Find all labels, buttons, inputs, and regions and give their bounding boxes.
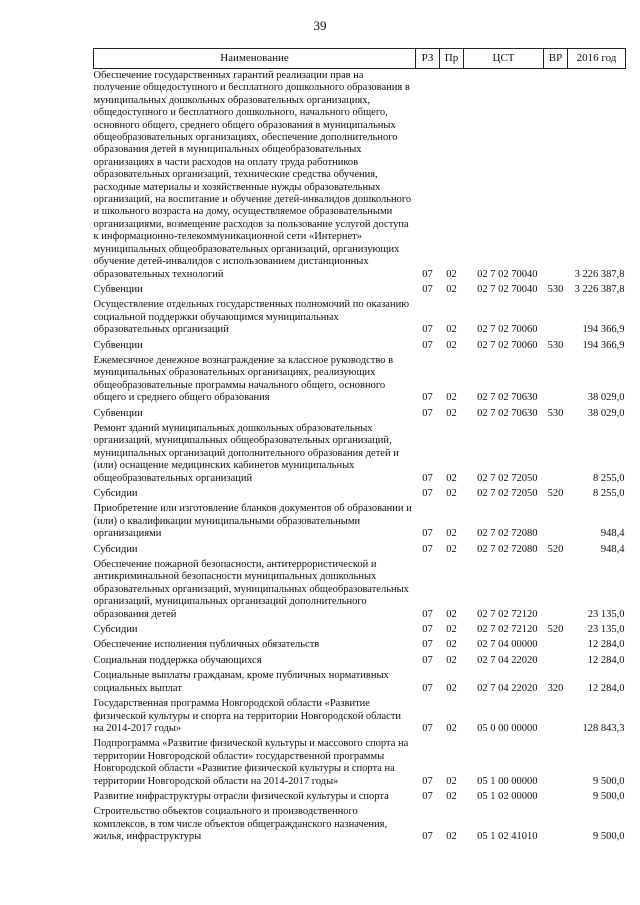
row-rz: 07 (422, 528, 433, 540)
table-row (94, 339, 626, 354)
row-amount: 38 029,0 (587, 407, 625, 419)
row-vr (544, 354, 568, 407)
row-cst: 02 7 02 72080 (477, 528, 538, 540)
row-amount: 194 366,9 (582, 339, 625, 351)
row-pr: 02 (446, 790, 457, 802)
row-pr: 02 (446, 639, 457, 651)
row-cst: 02 7 02 70060 (477, 339, 538, 351)
table-row (94, 283, 626, 298)
table-header-row (94, 49, 626, 69)
row-cst: 02 7 02 70630 (477, 392, 538, 404)
table-row (94, 422, 626, 487)
row-cst: 02 7 02 72050 (477, 488, 538, 499)
row-cst: 02 7 02 70630 (477, 407, 538, 419)
row-vr (544, 69, 568, 283)
row-pr: 02 (446, 543, 457, 555)
header-year: 2016 год (568, 49, 626, 69)
row-cst: 02 7 04 00000 (477, 639, 538, 651)
row-name: Социальная поддержка обучающихся (93, 654, 262, 666)
table-row (94, 298, 626, 338)
row-vr (544, 805, 568, 845)
row-name: Субсидии (93, 488, 138, 499)
header-vr: ВР (544, 49, 568, 69)
header-rz: РЗ (416, 49, 440, 69)
table-row (94, 407, 626, 422)
table-row (94, 502, 626, 542)
row-amount: 8 255,0 (593, 488, 625, 499)
row-amount: 128 843,3 (582, 722, 625, 734)
row-cst: 02 7 02 70040 (477, 283, 538, 295)
row-name: Приобретение или изготовление бланков документов об образовании и (или) о квалификации муниципальными образовательными организациями (93, 503, 412, 540)
row-cst: 02 7 04 22020 (477, 654, 538, 666)
row-vr (544, 638, 568, 653)
row-name: Обеспечение государственных гарантий реализации прав на получение общедоступного и бесплатного дошкольного образования в муниципальных дошкольных образовательных организациях, общедоступного и бесплатного дошкольного, начального общего, основного общего, среднего общего образования в муниципальных общеобразовательных организациях, обеспечение дополнительного образования детей в муниципальных общеобразовательных организациях в части расходов на оплату труда работников образовательных организаций, технические средства обучения, расходные материалы и хозяйственные нужды образовательных организаций, на воспитание и обучение детей-инвалидов дошкольного и школьного возраста на дому, осуществляемое образовательными организациями, возмещение расходов за пользование услугой доступа к информационно-телекоммуникационной сети «Интернет» муниципальных общеобразовательных организаций, организующих обучение детей-инвалидов с использованием дистанционных образовательных технологий (93, 70, 412, 280)
header-name: Наименование (94, 49, 416, 69)
row-rz: 07 (422, 392, 433, 404)
row-name: Субвенции (93, 339, 143, 351)
row-amount: 8 255,0 (593, 472, 625, 484)
row-vr (544, 298, 568, 338)
row-name: Субсидии (93, 543, 138, 555)
row-amount: 3 226 387,8 (574, 283, 625, 295)
table-row (94, 543, 626, 558)
table-row (94, 638, 626, 653)
row-pr: 02 (446, 339, 457, 351)
row-amount: 9 500,0 (593, 790, 625, 802)
row-name: Государственная программа Новгородской области «Развитие физической культуры и спорта на территории Новгородской области на 2014-2017 годы» (93, 698, 402, 734)
row-name: Подпрограмма «Развитие физической культуры и массового спорта на территории Новгородской области» государственной программы Новгородской области «Развитие физической культуры и спорта на территории Новгородской области на 2014-2017 годы» (93, 738, 409, 787)
row-pr: 02 (446, 654, 457, 666)
row-vr (544, 502, 568, 542)
row-vr (544, 737, 568, 790)
row-pr: 02 (446, 283, 457, 295)
row-pr: 02 (446, 831, 457, 843)
row-pr: 02 (446, 324, 457, 336)
row-amount: 9 500,0 (593, 831, 625, 843)
row-vr: 530 (547, 283, 564, 295)
row-pr: 02 (446, 682, 457, 694)
row-vr (544, 790, 568, 805)
row-rz: 07 (422, 790, 433, 802)
page-number: 39 (313, 18, 327, 33)
row-cst: 02 7 02 70040 (477, 268, 538, 280)
header-pr: Пр (440, 49, 464, 69)
table-row (94, 558, 626, 623)
row-vr: 520 (547, 543, 564, 555)
row-pr: 02 (446, 407, 457, 419)
row-name: Субвенции (93, 407, 143, 419)
table-row (94, 69, 626, 283)
row-amount: 3 226 387,8 (574, 268, 625, 280)
row-rz: 07 (422, 324, 433, 336)
row-rz: 07 (422, 283, 433, 295)
row-cst: 02 7 02 70060 (477, 324, 538, 336)
row-amount: 23 135,0 (587, 624, 625, 636)
row-vr: 520 (547, 488, 564, 499)
row-vr: 520 (547, 624, 564, 636)
row-rz: 07 (422, 831, 433, 843)
table-row (94, 697, 626, 737)
row-name: Субвенции (93, 283, 143, 295)
row-name: Ремонт зданий муниципальных дошкольных образовательных организаций, муниципальных общеобразовательных организаций, муниципальных организаций дополнительного образования детей и (или) оснащение медицинских кабинетов муниципальных общеобразовательных организаций (93, 422, 399, 484)
row-vr: 530 (547, 339, 564, 351)
row-name: Ежемесячное денежное вознаграждение за классное руководство в муниципальных образовательных организациях, реализующих общеобразовательные программы начального общего, основного общего и среднего общего образования (93, 354, 394, 404)
row-rz: 07 (422, 268, 433, 280)
table-row (94, 654, 626, 669)
row-name: Субсидии (93, 624, 138, 636)
row-pr: 02 (446, 268, 457, 280)
row-vr (544, 422, 568, 487)
row-rz: 07 (422, 639, 433, 651)
table-row (94, 805, 626, 845)
row-cst: 02 7 02 72120 (477, 624, 538, 636)
row-cst: 05 1 02 00000 (477, 790, 538, 802)
row-cst: 05 1 02 41010 (477, 831, 538, 843)
row-rz: 07 (422, 682, 433, 694)
row-rz: 07 (422, 722, 433, 734)
row-amount: 948,4 (600, 528, 625, 540)
row-name: Строительство объектов социального и производственного комплексов, в том числе объектов общегражданского назначения, жилья, инфраструктуры (93, 806, 388, 843)
row-amount: 948,4 (600, 543, 625, 555)
row-pr: 02 (446, 392, 457, 404)
row-name: Обеспечение исполнения публичных обязательств (93, 639, 320, 651)
row-cst: 05 1 00 00000 (477, 775, 538, 787)
row-rz: 07 (422, 543, 433, 555)
header-cst: ЦСТ (464, 49, 544, 69)
row-amount: 12 284,0 (587, 639, 625, 651)
row-rz: 07 (422, 339, 433, 351)
row-rz: 07 (422, 472, 433, 484)
row-amount: 12 284,0 (587, 682, 625, 694)
row-pr: 02 (446, 528, 457, 540)
row-amount: 194 366,9 (582, 324, 625, 336)
row-amount: 12 284,0 (587, 654, 625, 666)
row-cst: 02 7 02 72120 (477, 608, 538, 620)
table-row (94, 790, 626, 805)
row-vr: 320 (547, 682, 564, 694)
row-cst: 05 0 00 00000 (477, 722, 538, 734)
row-vr (544, 697, 568, 737)
row-cst: 02 7 02 72080 (477, 543, 538, 555)
row-rz: 07 (422, 608, 433, 620)
row-rz: 07 (422, 407, 433, 419)
row-name: Осуществление отдельных государственных полномочий по оказанию социальной поддержки обучающимся муниципальных образовательных организаций (93, 299, 410, 336)
row-vr: 530 (547, 407, 564, 419)
budget-table (93, 48, 626, 846)
row-name: Социальные выплаты гражданам, кроме публичных нормативных социальных выплат (93, 670, 389, 694)
table-body (94, 69, 626, 846)
row-rz: 07 (422, 654, 433, 666)
row-name: Развитие инфраструктуры отрасли физической культуры и спорта (93, 790, 389, 802)
row-amount: 38 029,0 (587, 392, 625, 404)
table-row (94, 487, 626, 502)
row-pr: 02 (446, 608, 457, 620)
row-rz: 07 (422, 488, 433, 499)
table-row (94, 623, 626, 638)
row-pr: 02 (446, 472, 457, 484)
row-rz: 07 (422, 624, 433, 636)
row-cst: 02 7 02 72050 (477, 472, 538, 484)
row-amount: 23 135,0 (587, 608, 625, 620)
row-cst: 02 7 04 22020 (477, 682, 538, 694)
table-row (94, 737, 626, 790)
row-vr (544, 654, 568, 669)
table-row (94, 669, 626, 697)
row-vr (544, 558, 568, 623)
row-pr: 02 (446, 722, 457, 734)
row-amount: 9 500,0 (593, 775, 625, 787)
row-pr: 02 (446, 488, 457, 499)
table-row (94, 354, 626, 407)
row-name: Обеспечение пожарной безопасности, антитеррористической и антикриминальной безопасности муниципальных дошкольных образовательных организаций, муниципальных общеобразовательных организаций, муниципальных организаций дополнительного образования детей (93, 559, 409, 620)
row-pr: 02 (446, 775, 457, 787)
row-pr: 02 (446, 624, 457, 636)
row-rz: 07 (422, 775, 433, 787)
